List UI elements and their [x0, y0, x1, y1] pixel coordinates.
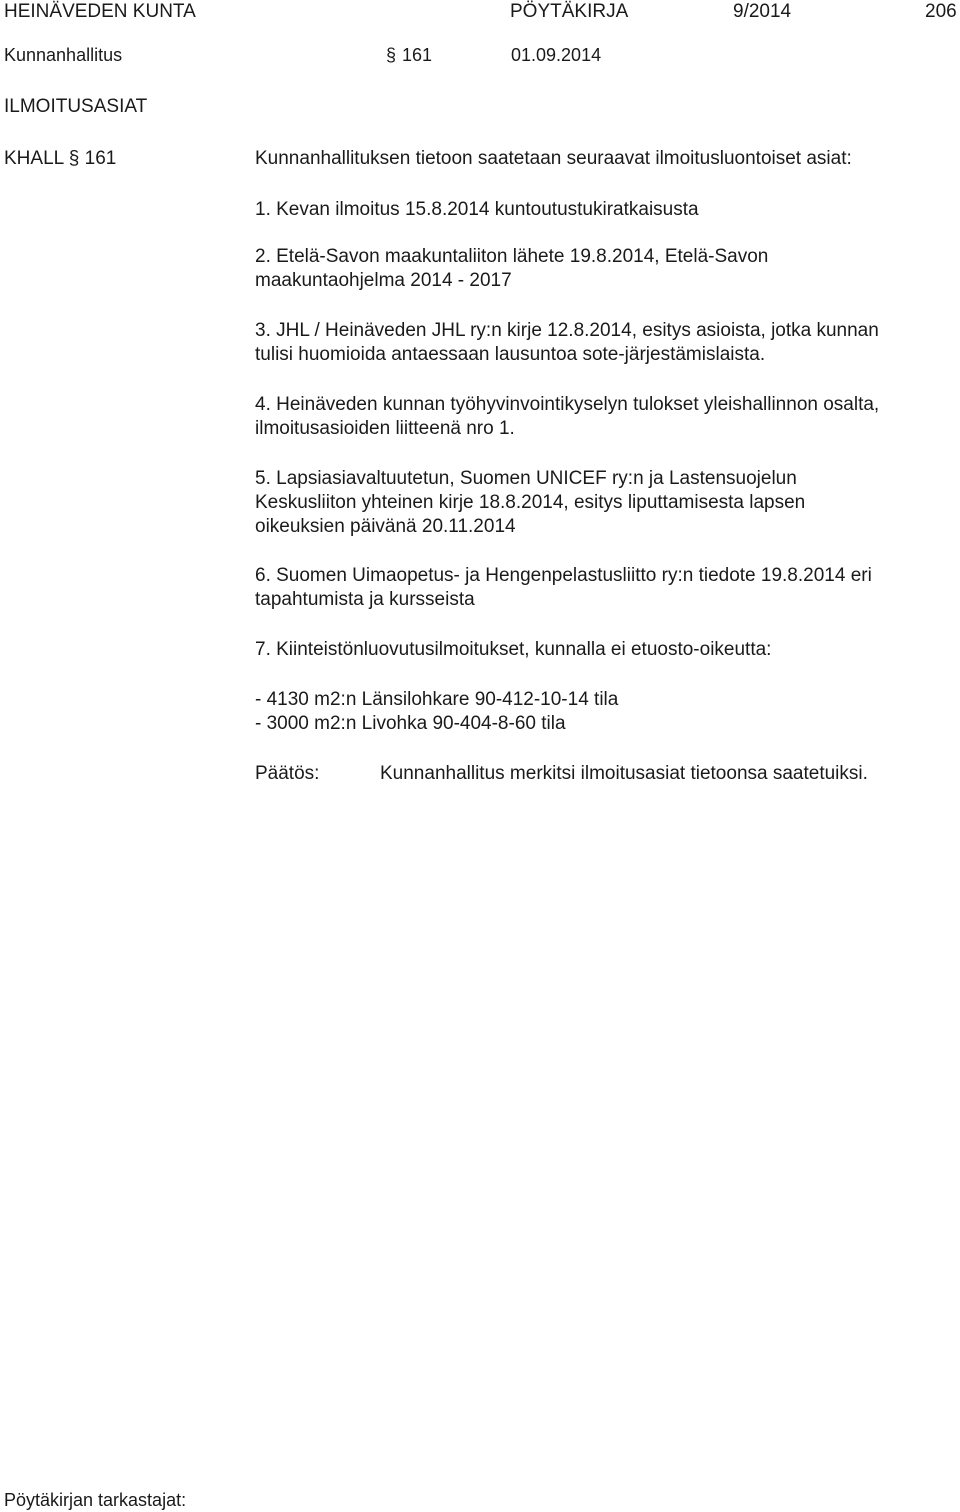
list-item	[255, 198, 955, 222]
list-item	[255, 467, 955, 539]
item-line: 4. Heinäveden kunnan työhyvinvointikyselyn tulokset yleishallinnon osalta,	[255, 394, 880, 415]
section-number: 161	[402, 45, 433, 65]
item-line: tulisi huomioida antaessaan lausuntoa sote-järjestämislaista.	[255, 344, 766, 365]
list-item	[255, 245, 955, 293]
list-item	[255, 638, 955, 662]
item-line: 2. Etelä-Savon maakuntaliiton lähete 19.8.2014, Etelä-Savon	[255, 246, 769, 267]
list-item	[255, 564, 955, 612]
doc-type: PÖYTÄKIRJA	[510, 1, 629, 22]
property-line: - 3000 m2:n Livohka 90-404-8-60 tila	[255, 713, 566, 734]
issue-number: 9/2014	[733, 1, 792, 22]
section-ref-sign: §	[68, 148, 80, 169]
property-line: - 4130 m2:n Länsilohkare 90-412-10-14 tila	[255, 689, 619, 710]
item-line: ilmoitusasioiden liitteenä nro 1.	[255, 418, 515, 439]
item-line: tapahtumista ja kursseista	[255, 589, 475, 610]
list-item	[255, 393, 955, 441]
item-line: 1. Kevan ilmoitus 15.8.2014 kuntoutustukiratkaisusta	[255, 199, 699, 220]
decision-text: Kunnanhallitus merkitsi ilmoitusasiat tietoonsa saatetuiksi.	[380, 763, 868, 784]
section-intro: Kunnanhallituksen tietoon saatetaan seuraavat ilmoitusluontoiset asiat:	[255, 148, 852, 169]
list-item	[255, 319, 955, 367]
section-ref-number: 161	[84, 148, 117, 169]
meeting-date: 01.09.2014	[511, 45, 602, 65]
section-ref	[4, 147, 116, 171]
item-line: 5. Lapsiasiavaltuutetun, Suomen UNICEF ry:n ja Lastensuojelun	[255, 468, 797, 489]
page-number: 206	[925, 1, 957, 22]
property-list	[255, 688, 955, 736]
body-name: Kunnanhallitus	[4, 45, 123, 65]
org-name: HEINÄVEDEN KUNTA	[4, 1, 196, 22]
item-line: oikeuksien päivänä 20.11.2014	[255, 516, 516, 537]
reviewers-label: Pöytäkirjan tarkastajat:	[4, 1490, 187, 1510]
section-title: ILMOITUSASIAT	[4, 96, 148, 117]
item-line: Keskusliiton yhteinen kirje 18.8.2014, esitys liputtamisesta lapsen	[255, 492, 806, 513]
section-ref-label: KHALL	[4, 148, 64, 169]
item-line: 6. Suomen Uimaopetus- ja Hengenpelastusliitto ry:n tiedote 19.8.2014 eri	[255, 565, 872, 586]
item-line: 7. Kiinteistönluovutusilmoitukset, kunnalla ei etuosto-oikeutta:	[255, 639, 772, 660]
item-line: 3. JHL / Heinäveden JHL ry:n kirje 12.8.2014, esitys asioista, jotka kunnan	[255, 320, 879, 341]
decision-label: Päätös:	[255, 763, 320, 784]
item-line: maakuntaohjelma 2014 - 2017	[255, 270, 512, 291]
section-sign: §	[386, 45, 397, 65]
